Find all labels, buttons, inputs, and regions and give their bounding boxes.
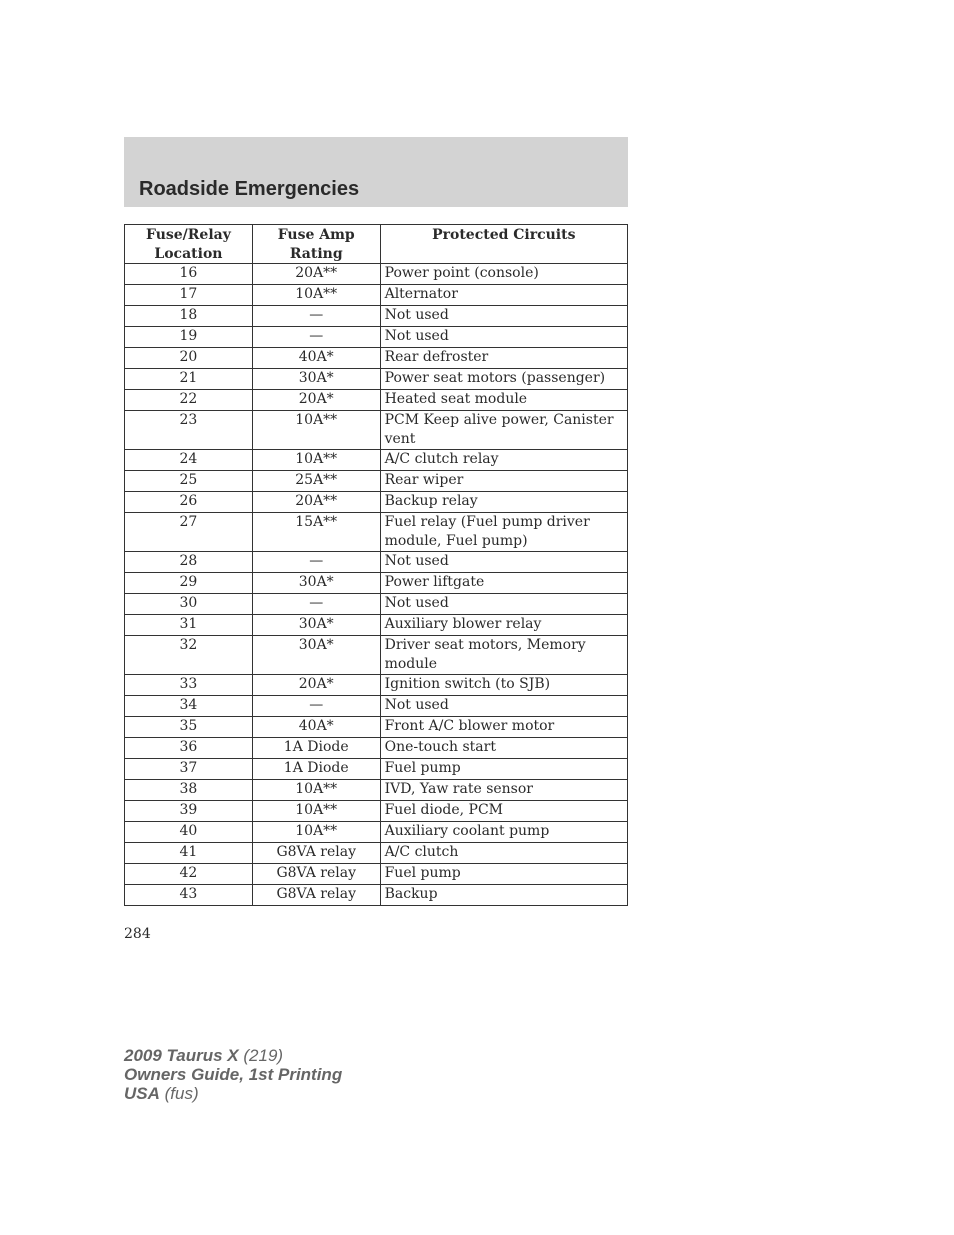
footer-market-code: (fus) xyxy=(159,1084,199,1103)
cell-amp-rating: 20A** xyxy=(252,492,380,513)
cell-amp-rating: 10A** xyxy=(252,801,380,822)
table-row xyxy=(125,264,628,285)
table-body xyxy=(125,264,628,906)
cell-protected-circuits: Power point (console) xyxy=(380,264,627,285)
table-row xyxy=(125,552,628,573)
cell-amp-rating: 40A* xyxy=(252,348,380,369)
table-row xyxy=(125,513,628,552)
cell-amp-rating: — xyxy=(252,306,380,327)
cell-protected-circuits: Fuel pump xyxy=(380,864,627,885)
cell-location: 36 xyxy=(125,738,253,759)
table-row xyxy=(125,615,628,636)
cell-amp-rating: 40A* xyxy=(252,717,380,738)
fuse-table xyxy=(124,224,628,906)
cell-location: 21 xyxy=(125,369,253,390)
table-row xyxy=(125,759,628,780)
table-row xyxy=(125,738,628,759)
cell-protected-circuits: Rear defroster xyxy=(380,348,627,369)
cell-location: 17 xyxy=(125,285,253,306)
cell-protected-circuits: Not used xyxy=(380,306,627,327)
cell-protected-circuits: Not used xyxy=(380,594,627,615)
cell-location: 16 xyxy=(125,264,253,285)
cell-protected-circuits: Ignition switch (to SJB) xyxy=(380,675,627,696)
footer-market: USA xyxy=(124,1084,160,1103)
table-row xyxy=(125,885,628,906)
cell-protected-circuits: Power liftgate xyxy=(380,573,627,594)
cell-location: 35 xyxy=(125,717,253,738)
section-header xyxy=(124,137,628,207)
table-row xyxy=(125,843,628,864)
cell-protected-circuits: PCM Keep alive power, Canister vent xyxy=(380,411,627,450)
table-row xyxy=(125,327,628,348)
cell-protected-circuits: Auxiliary blower relay xyxy=(380,615,627,636)
cell-location: 40 xyxy=(125,822,253,843)
footer-line-1 xyxy=(124,1046,342,1065)
cell-protected-circuits: Fuel pump xyxy=(380,759,627,780)
cell-amp-rating: 1A Diode xyxy=(252,759,380,780)
cell-protected-circuits: One-touch start xyxy=(380,738,627,759)
cell-amp-rating: — xyxy=(252,327,380,348)
cell-protected-circuits: Front A/C blower motor xyxy=(380,717,627,738)
cell-protected-circuits: Not used xyxy=(380,327,627,348)
cell-location: 38 xyxy=(125,780,253,801)
table-row xyxy=(125,636,628,675)
footer-model-code: (219) xyxy=(238,1046,284,1065)
cell-amp-rating: 10A** xyxy=(252,450,380,471)
cell-protected-circuits: Rear wiper xyxy=(380,471,627,492)
cell-location: 33 xyxy=(125,675,253,696)
table-row xyxy=(125,306,628,327)
cell-protected-circuits: Not used xyxy=(380,696,627,717)
cell-amp-rating: 10A** xyxy=(252,780,380,801)
column-header-amp-rating: Fuse Amp Rating xyxy=(252,225,380,264)
cell-location: 41 xyxy=(125,843,253,864)
cell-location: 42 xyxy=(125,864,253,885)
cell-amp-rating: 30A* xyxy=(252,573,380,594)
cell-location: 39 xyxy=(125,801,253,822)
footer xyxy=(124,1046,342,1103)
cell-location: 32 xyxy=(125,636,253,675)
cell-amp-rating: 10A** xyxy=(252,822,380,843)
table-row xyxy=(125,573,628,594)
table-row xyxy=(125,390,628,411)
cell-amp-rating: — xyxy=(252,594,380,615)
cell-location: 34 xyxy=(125,696,253,717)
cell-amp-rating: 30A* xyxy=(252,369,380,390)
cell-protected-circuits: Auxiliary coolant pump xyxy=(380,822,627,843)
cell-amp-rating: — xyxy=(252,552,380,573)
cell-protected-circuits: Backup relay xyxy=(380,492,627,513)
footer-line-3 xyxy=(124,1084,342,1103)
cell-protected-circuits: Driver seat motors, Memory module xyxy=(380,636,627,675)
page-number: 284 xyxy=(124,926,151,942)
table-header-row xyxy=(125,225,628,264)
column-header-location: Fuse/Relay Location xyxy=(125,225,253,264)
cell-location: 29 xyxy=(125,573,253,594)
cell-amp-rating: 20A* xyxy=(252,390,380,411)
cell-amp-rating: G8VA relay xyxy=(252,864,380,885)
cell-location: 30 xyxy=(125,594,253,615)
cell-location: 31 xyxy=(125,615,253,636)
cell-location: 24 xyxy=(125,450,253,471)
table-row xyxy=(125,675,628,696)
cell-location: 37 xyxy=(125,759,253,780)
cell-protected-circuits: Alternator xyxy=(380,285,627,306)
table-row xyxy=(125,369,628,390)
cell-amp-rating: 10A** xyxy=(252,285,380,306)
cell-location: 22 xyxy=(125,390,253,411)
cell-amp-rating: 30A* xyxy=(252,615,380,636)
cell-protected-circuits: A/C clutch relay xyxy=(380,450,627,471)
cell-protected-circuits: Backup xyxy=(380,885,627,906)
column-header-protected-circuits: Protected Circuits xyxy=(380,225,627,264)
table-row xyxy=(125,717,628,738)
table-row xyxy=(125,285,628,306)
cell-location: 23 xyxy=(125,411,253,450)
table-row xyxy=(125,864,628,885)
cell-protected-circuits: Not used xyxy=(380,552,627,573)
cell-amp-rating: 10A** xyxy=(252,411,380,450)
cell-location: 43 xyxy=(125,885,253,906)
footer-model: 2009 Taurus X xyxy=(124,1046,239,1065)
cell-amp-rating: 30A* xyxy=(252,636,380,675)
table-row xyxy=(125,594,628,615)
cell-protected-circuits: Heated seat module xyxy=(380,390,627,411)
cell-protected-circuits: A/C clutch xyxy=(380,843,627,864)
cell-location: 26 xyxy=(125,492,253,513)
table-row xyxy=(125,492,628,513)
cell-amp-rating: 1A Diode xyxy=(252,738,380,759)
table-row xyxy=(125,471,628,492)
cell-location: 27 xyxy=(125,513,253,552)
cell-protected-circuits: Power seat motors (passenger) xyxy=(380,369,627,390)
cell-location: 18 xyxy=(125,306,253,327)
cell-location: 19 xyxy=(125,327,253,348)
cell-amp-rating: 25A** xyxy=(252,471,380,492)
table-row xyxy=(125,822,628,843)
cell-amp-rating: — xyxy=(252,696,380,717)
cell-amp-rating: G8VA relay xyxy=(252,885,380,906)
cell-location: 28 xyxy=(125,552,253,573)
cell-protected-circuits: Fuel relay (Fuel pump driver module, Fuel pump) xyxy=(380,513,627,552)
cell-amp-rating: G8VA relay xyxy=(252,843,380,864)
cell-location: 25 xyxy=(125,471,253,492)
table-row xyxy=(125,411,628,450)
cell-protected-circuits: IVD, Yaw rate sensor xyxy=(380,780,627,801)
table-row xyxy=(125,450,628,471)
table-row xyxy=(125,348,628,369)
cell-location: 20 xyxy=(125,348,253,369)
cell-amp-rating: 20A** xyxy=(252,264,380,285)
cell-amp-rating: 20A* xyxy=(252,675,380,696)
table-row xyxy=(125,801,628,822)
footer-line-2: Owners Guide, 1st Printing xyxy=(124,1065,343,1084)
table-row xyxy=(125,696,628,717)
cell-protected-circuits: Fuel diode, PCM xyxy=(380,801,627,822)
cell-amp-rating: 15A** xyxy=(252,513,380,552)
table-row xyxy=(125,780,628,801)
section-title: Roadside Emergencies xyxy=(139,178,360,200)
